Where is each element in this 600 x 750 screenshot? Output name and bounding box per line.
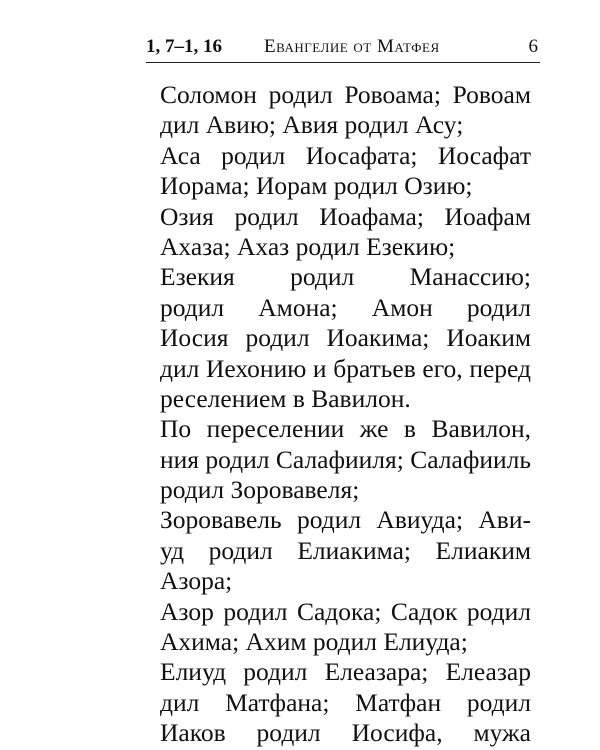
verse-line-first	[160, 262, 531, 292]
page-number: 6	[528, 36, 538, 57]
verse-text: Ахаза; Ахаз родил Езекию;	[160, 231, 456, 261]
verse-line	[160, 475, 531, 505]
verse-line	[160, 536, 531, 566]
verse-text: дил Матфана; Матфан родил	[160, 687, 531, 717]
verse-text: уд родил Елиакима; Елиаким	[160, 535, 531, 565]
verse-text: дил Авию; Авия родил Асу;	[160, 110, 464, 140]
verse-line-first	[160, 80, 531, 110]
verse-line-first	[160, 657, 531, 687]
verse-text: Азора;	[160, 566, 233, 596]
verse-text: Езекия родил Манассию;	[160, 262, 531, 292]
verse-text: родил Зоровавеля;	[160, 475, 360, 505]
book-title: Евангелие от Матфея	[264, 36, 440, 57]
verse-line-first	[160, 505, 531, 535]
verse-line-first	[160, 141, 531, 171]
verse-text: родил Амона; Амон родил	[160, 292, 531, 322]
verse-text: Аса родил Иосафата; Иосафат	[160, 140, 531, 170]
verse-text: реселением в Вавилон.	[160, 383, 411, 413]
verse-text: Азор родил Садока; Садок родил	[160, 596, 531, 626]
verse-line	[160, 688, 531, 718]
verse-line	[160, 627, 531, 657]
verse-line-first	[160, 597, 531, 627]
running-header	[146, 34, 540, 63]
verse-text: Иорама; Иорам родил Озию;	[160, 171, 473, 201]
verse-text: Ахима; Ахим родил Елиуда;	[160, 627, 468, 657]
verse-text: Елиуд родил Елеазара; Елеазар	[160, 657, 531, 687]
verse-line-first	[160, 718, 531, 748]
verse-line	[160, 293, 531, 323]
verse-line-first	[160, 202, 531, 232]
verse-line-first	[160, 323, 531, 353]
verse-line	[160, 445, 531, 475]
verse-text: По переселении же в Вавилон,	[160, 414, 531, 444]
verse-line-first	[160, 414, 531, 444]
verse-line	[160, 232, 531, 262]
verse-line	[160, 384, 531, 414]
verse-text: Зоровавель родил Авиуда; Ави-	[160, 505, 531, 535]
verse-line	[160, 110, 531, 140]
verse-text: Соломон родил Ровоама; Ровоам	[160, 80, 531, 109]
verse-text: ния родил Салафииля; Салафииль	[160, 444, 531, 474]
chapter-verse-range: 1, 7–1, 16	[146, 36, 222, 57]
verse-text: Озия родил Иоафама; Иоафам	[160, 201, 531, 231]
verse-line	[160, 354, 531, 384]
scripture-text	[160, 80, 531, 749]
verse-text: дил Иехонию и братьев его, перед	[160, 353, 531, 383]
verse-text: Иосия родил Иоакима; Иоаким	[160, 323, 531, 353]
verse-line	[160, 566, 531, 596]
verse-line	[160, 171, 531, 201]
verse-text: Иаков родил Иосифа, мужа	[160, 718, 531, 748]
